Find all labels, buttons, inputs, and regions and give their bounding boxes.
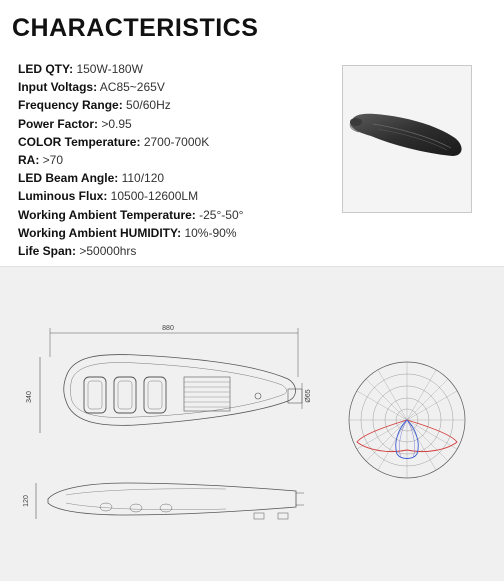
dim-width: 340 (26, 391, 33, 403)
spec-label: LED QTY: (18, 62, 74, 76)
dimension-drawing-icon (26, 317, 326, 437)
spec-value: >70 (42, 153, 64, 168)
spec-label: Working Ambient HUMIDITY: (18, 225, 182, 240)
spec-row (18, 242, 243, 260)
spec-row (18, 115, 243, 133)
spec-label: Working Ambient Temperature: (18, 207, 196, 222)
street-light-photo-icon (343, 66, 471, 212)
spec-value: 10500-12600LM (110, 189, 199, 204)
spec-value: >50000hrs (79, 244, 137, 259)
spec-row (18, 187, 243, 205)
product-photo (342, 65, 472, 213)
spec-row (18, 78, 243, 96)
spec-label: Frequency Range: (18, 98, 123, 113)
technical-drawing-section (0, 266, 504, 581)
dim-height: 120 (23, 495, 30, 507)
side-view-drawing (23, 473, 326, 533)
spec-row (18, 60, 243, 78)
characteristics-section (0, 0, 504, 262)
spec-row (18, 206, 243, 224)
dim-pole: Ø65 (305, 389, 312, 403)
spec-label: Power Factor: (18, 116, 99, 131)
spec-label: COLOR Temperature: (18, 134, 141, 149)
dim-length: 880 (162, 325, 174, 332)
spec-value: 150W-180W (76, 62, 143, 76)
spec-value: 50/60Hz (126, 98, 171, 113)
spec-value: 10%-90% (184, 225, 237, 240)
spec-row (18, 96, 243, 114)
spec-value: 2700-7000K (143, 134, 210, 149)
spec-label: Input Voltags: (18, 80, 98, 95)
spec-label: LED Beam Angle: (18, 171, 119, 186)
spec-label: Life Span: (18, 244, 77, 259)
spec-row (18, 224, 243, 242)
page-title: CHARACTERISTICS (12, 14, 259, 42)
spec-row (18, 151, 243, 169)
spec-value: AC85~265V (99, 80, 165, 95)
spec-list (18, 60, 243, 260)
spec-label: Luminous Flux: (18, 189, 108, 204)
spec-row (18, 133, 243, 151)
spec-value: 110/120 (121, 171, 165, 186)
polar-light-distribution-icon (342, 355, 472, 485)
spec-value: -25°-50° (199, 207, 244, 222)
spec-label: RA: (18, 153, 40, 168)
spec-row (18, 169, 243, 187)
spec-value: >0.95 (101, 116, 132, 131)
